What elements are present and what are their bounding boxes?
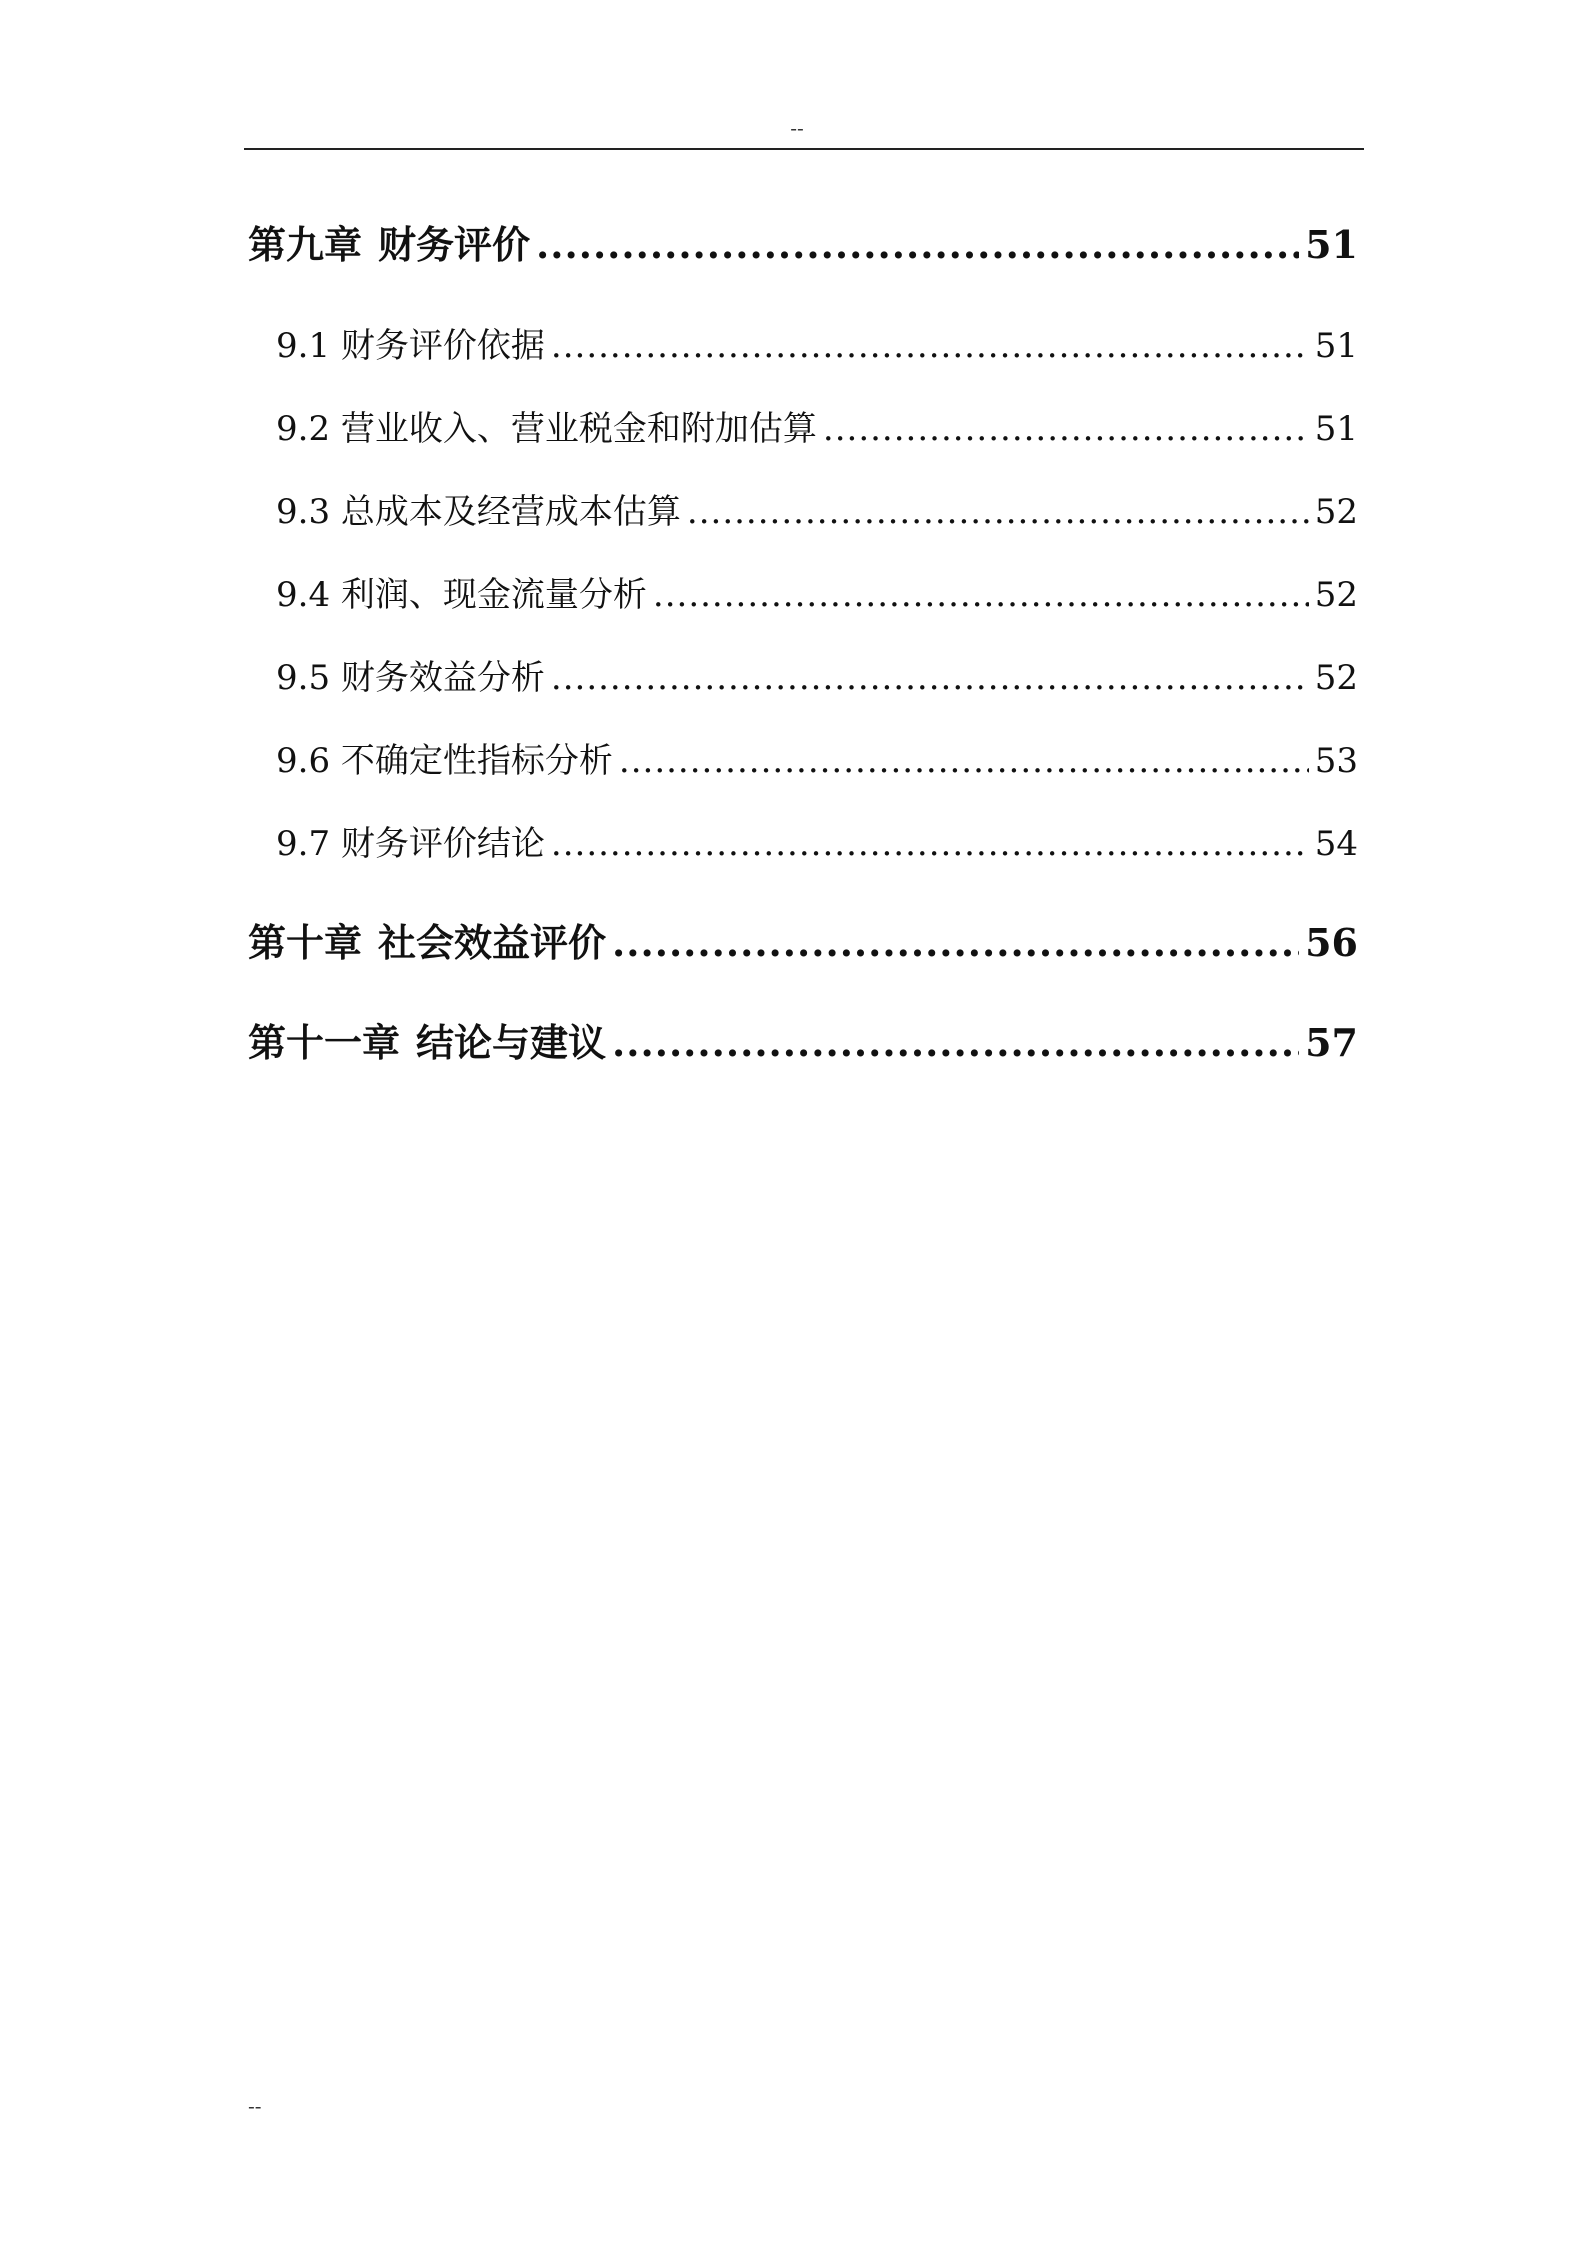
toc-dot-leader xyxy=(551,326,1309,366)
toc-entry-title xyxy=(276,318,545,367)
toc-dot-leader xyxy=(551,824,1309,864)
toc-entry-text: 财务效益分析 xyxy=(340,658,545,698)
toc-dot-leader xyxy=(612,920,1299,965)
toc-entry-text: 不确定性指标分析 xyxy=(340,741,613,781)
toc-entry-title xyxy=(276,816,545,865)
toc-entry-text: 财务评价结论 xyxy=(340,824,545,864)
toc-page-number: 51 xyxy=(1314,409,1358,449)
page-header-mark: -- xyxy=(790,116,804,140)
toc-dot-leader xyxy=(551,658,1309,698)
toc-entry-label: 9.6 xyxy=(276,741,331,781)
toc-dot-leader xyxy=(823,409,1309,449)
toc-entry-text: 财务评价 xyxy=(378,222,531,267)
toc-entry-section-9-2[interactable] xyxy=(276,401,1358,450)
toc-entry-text: 总成本及经营成本估算 xyxy=(340,492,681,532)
toc-entry-title xyxy=(248,912,606,967)
toc-entry-title xyxy=(248,214,530,269)
toc-entry-section-9-1[interactable] xyxy=(276,318,1358,367)
toc-entry-chapter-11[interactable] xyxy=(248,1012,1358,1067)
toc-dot-leader xyxy=(536,222,1299,267)
toc-dot-leader xyxy=(687,492,1309,532)
toc-dot-leader xyxy=(619,741,1309,781)
toc-entry-label: 9.2 xyxy=(276,409,331,449)
toc-entry-label: 9.7 xyxy=(276,824,331,864)
toc-entry-label: 第十一章 xyxy=(248,1020,401,1065)
page-footer-mark: -- xyxy=(248,2094,262,2118)
toc-entry-title xyxy=(276,733,613,782)
toc-entry-label: 9.4 xyxy=(276,575,331,615)
toc-entry-section-9-7[interactable] xyxy=(276,816,1358,865)
toc-entry-text: 营业收入、营业税金和附加估算 xyxy=(340,409,817,449)
toc-entry-text: 结论与建议 xyxy=(416,1020,607,1065)
toc-entry-label: 9.3 xyxy=(276,492,331,532)
toc-entry-section-9-4[interactable] xyxy=(276,567,1358,616)
toc-entry-label: 9.1 xyxy=(276,326,331,366)
toc-page-number: 52 xyxy=(1314,492,1358,532)
toc-entry-label: 第九章 xyxy=(248,222,363,267)
toc-entry-text: 财务评价依据 xyxy=(340,326,545,366)
toc-page-number: 52 xyxy=(1314,575,1358,615)
toc-page-number: 56 xyxy=(1305,920,1358,965)
toc-entry-label: 第十章 xyxy=(248,920,363,965)
toc-page-number: 54 xyxy=(1314,824,1358,864)
toc-entry-text: 利润、现金流量分析 xyxy=(340,575,647,615)
toc-entry-chapter-10[interactable] xyxy=(248,912,1358,967)
toc-entry-text: 社会效益评价 xyxy=(378,920,607,965)
toc-entry-title xyxy=(276,650,545,699)
toc-page-number: 57 xyxy=(1305,1020,1358,1065)
toc-entry-label: 9.5 xyxy=(276,658,331,698)
toc-entry-title xyxy=(276,567,647,616)
toc-page-number: 53 xyxy=(1314,741,1358,781)
toc-entry-title xyxy=(248,1012,606,1067)
toc-page-number: 51 xyxy=(1314,326,1358,366)
toc-page-number: 52 xyxy=(1314,658,1358,698)
toc-entry-title xyxy=(276,484,681,533)
toc-page-number: 51 xyxy=(1305,222,1358,267)
toc-dot-leader xyxy=(653,575,1309,615)
toc-entry-title xyxy=(276,401,817,450)
header-divider xyxy=(244,148,1364,150)
toc-entry-section-9-6[interactable] xyxy=(276,733,1358,782)
toc-dot-leader xyxy=(612,1020,1299,1065)
toc-entry-chapter-9[interactable] xyxy=(248,214,1358,269)
toc-entry-section-9-3[interactable] xyxy=(276,484,1358,533)
toc-entry-section-9-5[interactable] xyxy=(276,650,1358,699)
